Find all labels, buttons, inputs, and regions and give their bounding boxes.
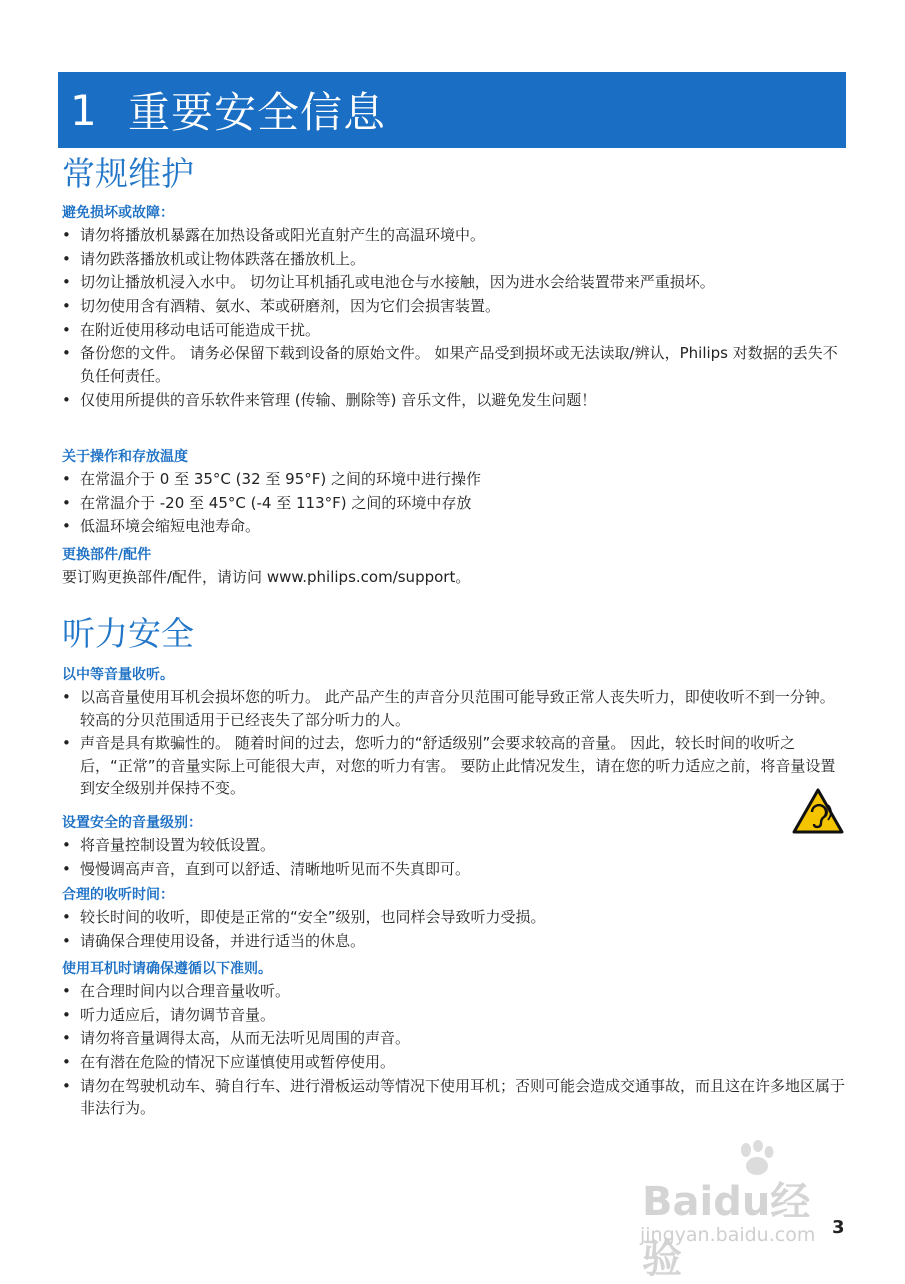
list-item: • 在附近使用移动电话可能造成干扰。 (62, 319, 847, 342)
subheading-moderate: 以中等音量收听。 (62, 667, 174, 683)
hearing-warning-icon (792, 788, 844, 834)
safe-level-list (62, 834, 847, 881)
list-item: • 听力适应后，请勿调节音量。 (62, 1004, 847, 1027)
chapter-banner (58, 72, 846, 148)
list-item: • 较长时间的收听，即使是正常的“安全”级别，也同样会导致听力受损。 (62, 906, 847, 929)
list-item: • 切勿使用含有酒精、氨水、苯或研磨剂，因为它们会损害装置。 (62, 295, 847, 318)
page-number: 3 (832, 1217, 845, 1238)
list-item: • 请确保合理使用设备，并进行适当的休息。 (62, 930, 847, 953)
list-item: • 在有潜在危险的情况下应谨慎使用或暂停使用。 (62, 1051, 847, 1074)
section-title-care: 常规维护 (62, 154, 194, 193)
list-item: • 请勿将音量调得太高，从而无法听见周围的声音。 (62, 1027, 847, 1050)
list-item: • 慢慢调高声音，直到可以舒适、清晰地听见而不失真即可。 (62, 858, 847, 881)
watermark-url: jingyan.baidu.com (640, 1224, 816, 1246)
subheading-parts: 更换部件/配件 (62, 547, 152, 563)
list-item: • 低温环境会缩短电池寿命。 (62, 515, 847, 538)
baidu-watermark (640, 1140, 850, 1282)
parts-text: 要订购更换部件/配件，请访问 www.philips.com/support。 (62, 568, 471, 586)
chapter-number: 1 (70, 85, 97, 135)
list-item: • 以高音量使用耳机会损坏您的听力。 此产品产生的声音分贝范围可能导致正常人丧失听力，即使收听不到一分钟。 较高的分贝范围适用于已经丧失了部分听力的人。 (62, 686, 847, 731)
damage-list (62, 224, 847, 412)
temperature-list (62, 468, 847, 539)
subheading-headphone-rules: 使用耳机时请确保遵循以下准则。 (62, 961, 272, 977)
watermark-logo: Baidu经验 (642, 1179, 811, 1282)
subheading-damage: 避免损坏或故障： (62, 205, 174, 221)
list-item: • 仅使用所提供的音乐软件来管理 (传输、删除等) 音乐文件，以避免发生问题！ (62, 389, 847, 412)
list-item: • 在常温介于 -20 至 45°C (-4 至 113°F) 之间的环境中存放 (62, 492, 847, 515)
list-item: • 在合理时间内以合理音量收听。 (62, 980, 847, 1003)
subheading-temperature: 关于操作和存放温度 (62, 449, 188, 465)
list-item: • 请勿将播放机暴露在加热设备或阳光直射产生的高温环境中。 (62, 224, 847, 247)
list-item: • 切勿让播放机浸入水中。 切勿让耳机插孔或电池仓与水接触，因为进水会给装置带来严重损坏。 (62, 271, 847, 294)
list-item: • 请勿在驾驶机动车、骑自行车、进行滑板运动等情况下使用耳机；否则可能会造成交通事故，而且这在许多地区属于非法行为。 (62, 1075, 847, 1120)
list-item: • 备份您的文件。 请务必保留下载到设备的原始文件。 如果产品受到损坏或无法读取/辨认，Philips 对数据的丢失不负任何责任。 (62, 342, 847, 387)
section-title-hearing: 听力安全 (62, 614, 194, 653)
list-item: • 请勿跌落播放机或让物体跌落在播放机上。 (62, 248, 847, 271)
headphone-rules-list (62, 980, 847, 1121)
chapter-title: 重要安全信息 (128, 88, 387, 137)
subheading-safe-level: 设置安全的音量级别： (62, 815, 202, 831)
list-item: • 将音量控制设置为较低设置。 (62, 834, 847, 857)
subheading-listening-time: 合理的收听时间： (62, 887, 174, 903)
list-item: • 声音是具有欺骗性的。 随着时间的过去，您听力的“舒适级别”会要求较高的音量。 因此，较长时间的收听之后，“正常”的音量实际上可能很大声，对您的听力有害。 要防止此情况发生，请在您的听力适应之前，将音量设置到安全级别并保持不变。 (62, 732, 847, 800)
list-item: • 在常温介于 0 至 35°C (32 至 95°F) 之间的环境中进行操作 (62, 468, 847, 491)
listening-time-list (62, 906, 847, 953)
moderate-list (62, 686, 847, 801)
